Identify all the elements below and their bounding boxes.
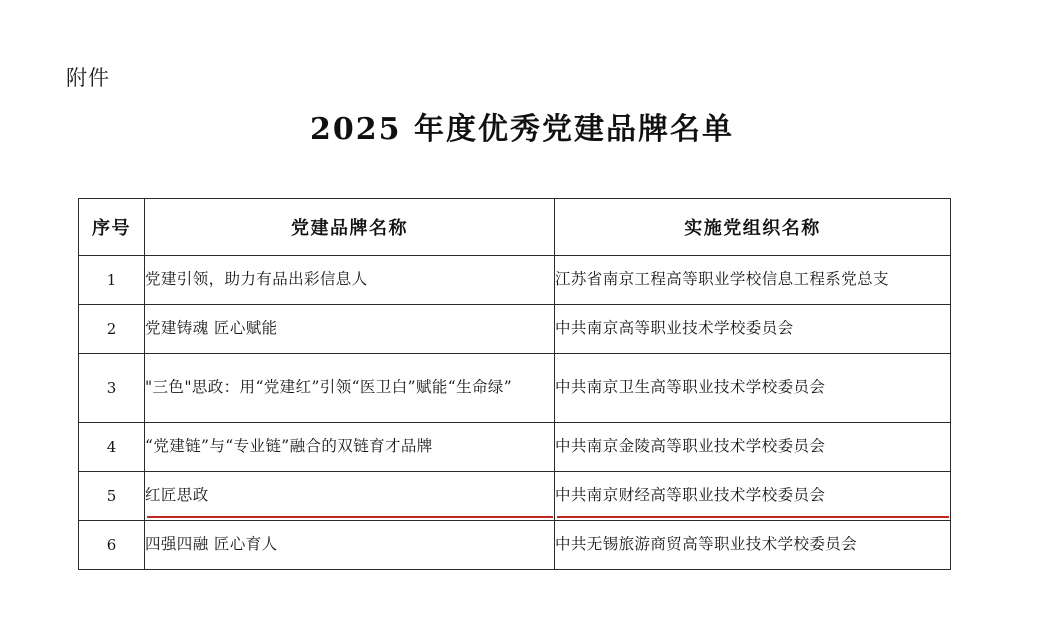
row-organization-name: 江苏省南京工程高等职业学校信息工程系党总支: [555, 256, 951, 305]
row-brand-name: "三色"思政：用“党建红”引领“医卫白”赋能“生命绿”: [145, 354, 555, 423]
row-index: 2: [79, 305, 145, 354]
row-index: 4: [79, 423, 145, 472]
table-row: [79, 521, 951, 570]
row-brand-name: 党建引领，助力有品出彩信息人: [145, 256, 555, 305]
column-header-organization: 实施党组织名称: [555, 199, 951, 256]
row-organization-name: 中共南京金陵高等职业技术学校委员会: [555, 423, 951, 472]
brand-table-wrapper: [78, 198, 950, 570]
brand-table: [78, 198, 951, 570]
row-index: 5: [79, 472, 145, 521]
row-organization-name: 中共无锡旅游商贸高等职业技术学校委员会: [555, 521, 951, 570]
red-underline-organization: [557, 516, 949, 518]
row-brand-name: 党建铸魂 匠心赋能: [145, 305, 555, 354]
row-index: 6: [79, 521, 145, 570]
table-row: [79, 354, 951, 423]
table-row: [79, 256, 951, 305]
column-header-index: 序号: [79, 199, 145, 256]
row-brand-name: 红匠思政: [145, 472, 555, 521]
row-organization-name: 中共南京卫生高等职业技术学校委员会: [555, 354, 951, 423]
row-brand-name: “党建链”与“专业链”融合的双链育才品牌: [145, 423, 555, 472]
table-header: [79, 199, 951, 256]
table-row-highlighted: [79, 472, 951, 521]
table-row: [79, 305, 951, 354]
row-index: 3: [79, 354, 145, 423]
row-index: 1: [79, 256, 145, 305]
table-header-row: [79, 199, 951, 256]
column-header-brand: 党建品牌名称: [145, 199, 555, 256]
row-brand-name: 四强四融 匠心育人: [145, 521, 555, 570]
page-title: 2025 年度优秀党建品牌名单: [310, 112, 734, 147]
table-body: [79, 256, 951, 570]
row-organization-name: 中共南京财经高等职业技术学校委员会: [555, 472, 951, 521]
table-row: [79, 423, 951, 472]
attachment-label: 附件: [66, 66, 110, 90]
row-organization-name: 中共南京高等职业技术学校委员会: [555, 305, 951, 354]
red-underline-brand: [147, 516, 553, 518]
